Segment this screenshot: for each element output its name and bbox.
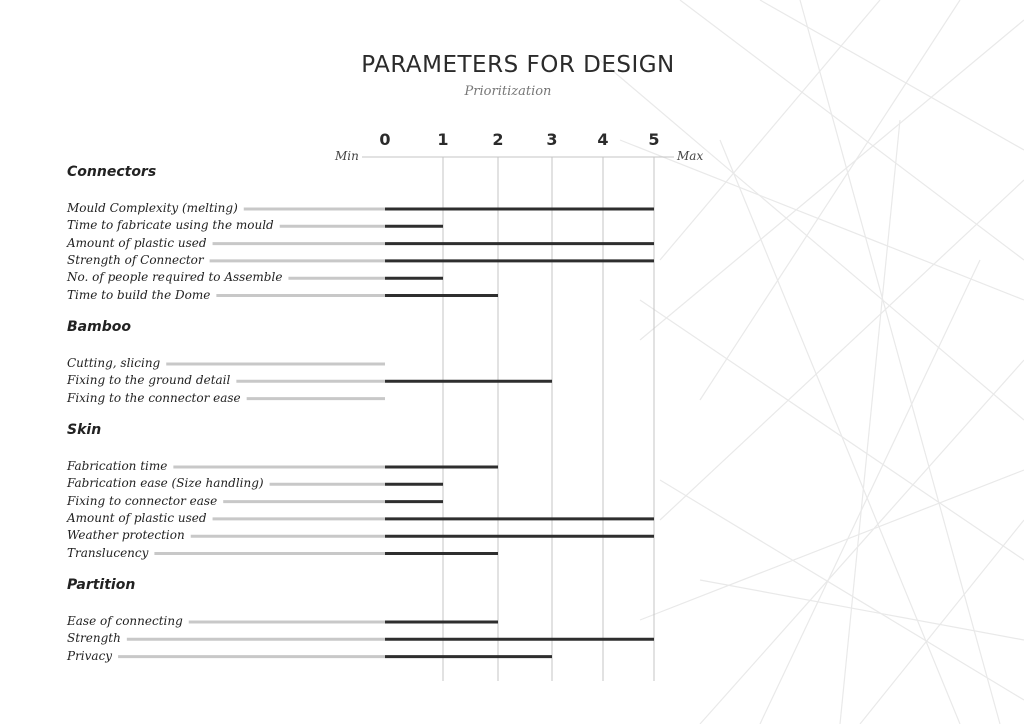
group-label: Bamboo	[67, 319, 131, 335]
row-label: Cutting, slicing	[67, 356, 161, 370]
tick-label: 1	[437, 130, 449, 149]
tick-label: 4	[597, 130, 609, 149]
tick-label: 3	[546, 130, 558, 149]
row-label: Time to build the Dome	[67, 287, 211, 302]
axis-max-label: Max	[677, 149, 704, 163]
row-label: Amount of plastic used	[67, 235, 207, 250]
row-label: Fabrication time	[67, 459, 168, 473]
row-label: Fabrication ease (Size handling)	[67, 476, 264, 491]
row-label: Privacy	[67, 648, 113, 663]
row-label: Fixing to the ground detail	[67, 373, 231, 388]
tick-label: 2	[492, 130, 504, 149]
grid-lines	[362, 157, 674, 681]
bars	[118, 209, 654, 657]
row-label: Ease of connecting	[67, 614, 183, 628]
group-label: Skin	[67, 422, 102, 438]
group-label: Connectors	[67, 164, 157, 180]
group-label: Partition	[67, 577, 136, 593]
tick-label: 5	[648, 130, 660, 149]
row-label: Translucency	[67, 545, 149, 560]
row-label: No. of people required to Assemble	[67, 270, 283, 285]
chart-title: PARAMETERS FOR DESIGN	[361, 52, 675, 78]
row-label: Weather protection	[67, 528, 185, 543]
row-label: Time to fabricate using the mould	[67, 218, 274, 233]
row-label: Fixing to the connector ease	[67, 390, 241, 405]
row-label: Fixing to connector ease	[67, 493, 218, 508]
row-label: Strength	[67, 631, 121, 646]
row-label: Amount of plastic used	[67, 510, 207, 525]
axis-min-label: Min	[335, 149, 359, 163]
row-label: Strength of Connector	[67, 252, 204, 267]
row-label: Mould Complexity (melting)	[67, 201, 238, 215]
chart-subtitle: Prioritization	[464, 84, 552, 99]
tick-label: 0	[379, 130, 391, 149]
